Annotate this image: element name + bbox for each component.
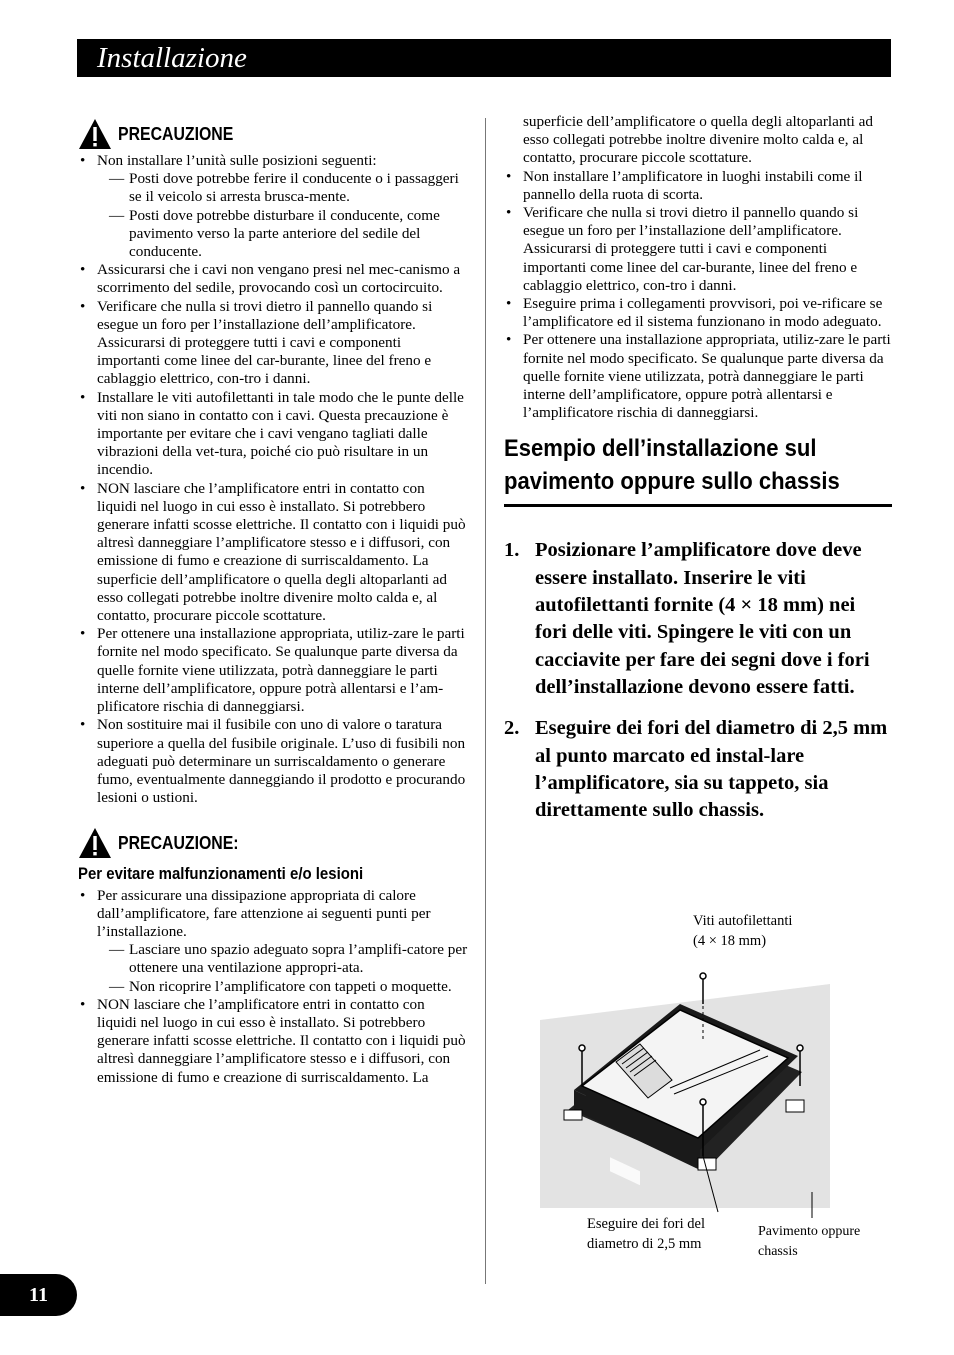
list-item: • Per ottenere una installazione appropriata, utiliz-zare le parti fornite nel modo specificato. Se qualunque parte diversa da quelle fornite viene utilizzata, potrà danneggiare le parti interne dell’amplificatore, oppure potrà allentarsi e l’am-plificatore rischia di danneggiarsi. bbox=[78, 625, 468, 716]
right-list bbox=[504, 168, 892, 423]
page-header bbox=[77, 39, 891, 77]
caution-label: PRECAUZIONE bbox=[118, 123, 234, 144]
step-item bbox=[504, 715, 892, 824]
caution-list-2 bbox=[78, 887, 468, 1087]
steps-list bbox=[504, 537, 892, 824]
list-item: • Assicurarsi che i cavi non vengano presi nel mec-canismo a scorrimento del sedile, provocando così un cortocircuito. bbox=[78, 261, 468, 297]
list-item: • Non sostituire mai il fusibile con uno di valore o taratura superiore a quella del fusibile originale. L’uso di fusibili non adeguati può determinare un surriscaldamento o generare fumo, eventualmente danneggiando il prodotto e procurando lesioni o ustioni. bbox=[78, 716, 468, 807]
warning-icon bbox=[78, 827, 112, 859]
section-title: Esempio dell’installazione sul pavimento oppure sullo chassis bbox=[504, 432, 892, 507]
sub-item: — Posti dove potrebbe disturbare il conducente, come pavimento verso la parte anteriore del sedile del conducente. bbox=[97, 207, 468, 262]
page-number: 11 bbox=[0, 1274, 77, 1316]
step-item bbox=[504, 537, 892, 701]
step-number: 1. bbox=[504, 539, 520, 562]
list-item: • Per ottenere una installazione appropriata, utiliz-zare le parti fornite nel modo specificato. Se qualunque parte diversa da quelle fornite viene utilizzata, potrà danneggiare le parti interne dell’amplificatore, oppure potrà allentarsi e l’amplificatore rischia di danneggiarsi. bbox=[504, 331, 892, 422]
caution-list bbox=[78, 152, 468, 807]
list-item: • Eseguire prima i collegamenti provvisori, poi ve-rificare se l’amplificatore ed il sistema funzionano in modo adeguato. bbox=[504, 295, 892, 331]
holes-label: Eseguire dei fori del diametro di 2,5 mm bbox=[587, 1216, 705, 1252]
column-divider bbox=[485, 118, 486, 1284]
step-text: Posizionare l’amplificatore dove deve essere installato. Inserire le viti autofilettanti fornite (4 × 18 mm) nei fori delle viti. Spingere le viti con un cacciavite per fare dei segni dove i fori dell’installazione devono essere fatti. bbox=[535, 539, 870, 698]
caution-label: PRECAUZIONE: bbox=[118, 833, 239, 854]
step-text: Eseguire dei fori del diametro di 2,5 mm al punto marcato ed instal-lare l’amplificatore, sia su tappeto, sia direttamente sullo chassis. bbox=[535, 717, 888, 822]
warning-icon bbox=[78, 118, 112, 150]
header-title: Installazione bbox=[97, 42, 247, 74]
list-item: • Per assicurare una dissipazione appropriata di calore dall’amplificatore, fare attenzione ai seguenti punti per l’installazione. — Lasciare uno spazio adeguato sopra l’amplifi-catore per ottenere una ventilazione appropri-ata. — Non ricoprire l’amplificatore con tappeti o moquette. bbox=[78, 887, 468, 996]
list-item: • NON lasciare che l’amplificatore entri in contatto con liquidi nel luogo in cui esso è installato. Si potrebbero generare infatti scosse elettriche. Il contatto con i liquidi può altresì danneggiare l’amplificatore stesso e i diffusori, con emissione di fumo e creazione di surriscaldamento. La superficie dell’amplificatore o quella degli altoparlanti ad esso collegati potrebbe inoltre divenire molto calda e, al contatto, procurare piccole scottature. bbox=[78, 480, 468, 626]
step-number: 2. bbox=[504, 717, 520, 740]
screws-label: Viti autofilettanti (4 × 18 mm) bbox=[693, 913, 793, 949]
sub-item: — Lasciare uno spazio adeguato sopra l’amplifi-catore per ottenere una ventilazione appropri-ata. bbox=[97, 941, 468, 977]
caution-subheading: Per evitare malfunzionamenti e/o lesioni bbox=[78, 864, 364, 884]
list-item: • Non installare l’unità sulle posizioni seguenti: — Posti dove potrebbe ferire il conducente o i passaggeri se il veicolo si arresta brusca-mente. — Posti dove potrebbe disturbare il conducente, come pavimento verso la parte anteriore del sedile del conducente. bbox=[78, 152, 468, 261]
sub-item: — Non ricoprire l’amplificatore con tappeti o moquette. bbox=[97, 978, 468, 996]
sub-list bbox=[97, 941, 468, 996]
caution-heading-2 bbox=[78, 827, 468, 859]
list-item: • Non installare l’amplificatore in luoghi instabili come il pannello della ruota di scorta. bbox=[504, 168, 892, 204]
list-item: • Verificare che nulla si trovi dietro il pannello quando si esegue un foro per l’installazione dell’amplificatore. Assicurarsi di proteggere tutti i cavi e componenti importanti come linee del car-burante, linee del freno e cablaggio elettrico, con-tro i danni. bbox=[78, 298, 468, 389]
right-column bbox=[504, 113, 892, 838]
amplifier-installation-illustration bbox=[530, 960, 840, 1220]
sub-item: — Posti dove potrebbe ferire il conducente o i passaggeri se il veicolo si arresta brusca-mente. bbox=[97, 170, 468, 206]
sub-list bbox=[97, 170, 468, 261]
list-item: • Installare le viti autofilettanti in tale modo che le punte delle viti non siano in contatto con i cavi. Questa precauzione è importante per evitare che i cavi vengano tagliati dalle vibrazioni della vet-tura, poiché cio può risultare in un incendio. bbox=[78, 389, 468, 480]
continued-text: superficie dell’amplificatore o quella degli altoparlanti ad esso collegati potrebbe inoltre divenire molto calda e, al contatto, procurare piccole scottature. bbox=[523, 113, 874, 167]
floor-label: Pavimento oppure chassis bbox=[758, 1224, 861, 1259]
list-item: • NON lasciare che l’amplificatore entri in contatto con liquidi nel luogo in cui esso è installato. Si potrebbero generare infatti scosse elettriche. Il contatto con i liquidi può altresì danneggiare l’amplificatore stesso e i diffusori, con emissione di fumo e creazione di surriscaldamento. La bbox=[78, 996, 468, 1087]
caution-heading bbox=[78, 118, 468, 150]
list-item: • Verificare che nulla si trovi dietro il pannello quando si esegue un foro per l’installazione dell’amplificatore. Assicurarsi di proteggere tutti i cavi e componenti importanti come linee del car-burante, linee del freno e cablaggio elettrico, con-tro i danni. bbox=[504, 204, 892, 295]
left-column bbox=[78, 118, 468, 1087]
